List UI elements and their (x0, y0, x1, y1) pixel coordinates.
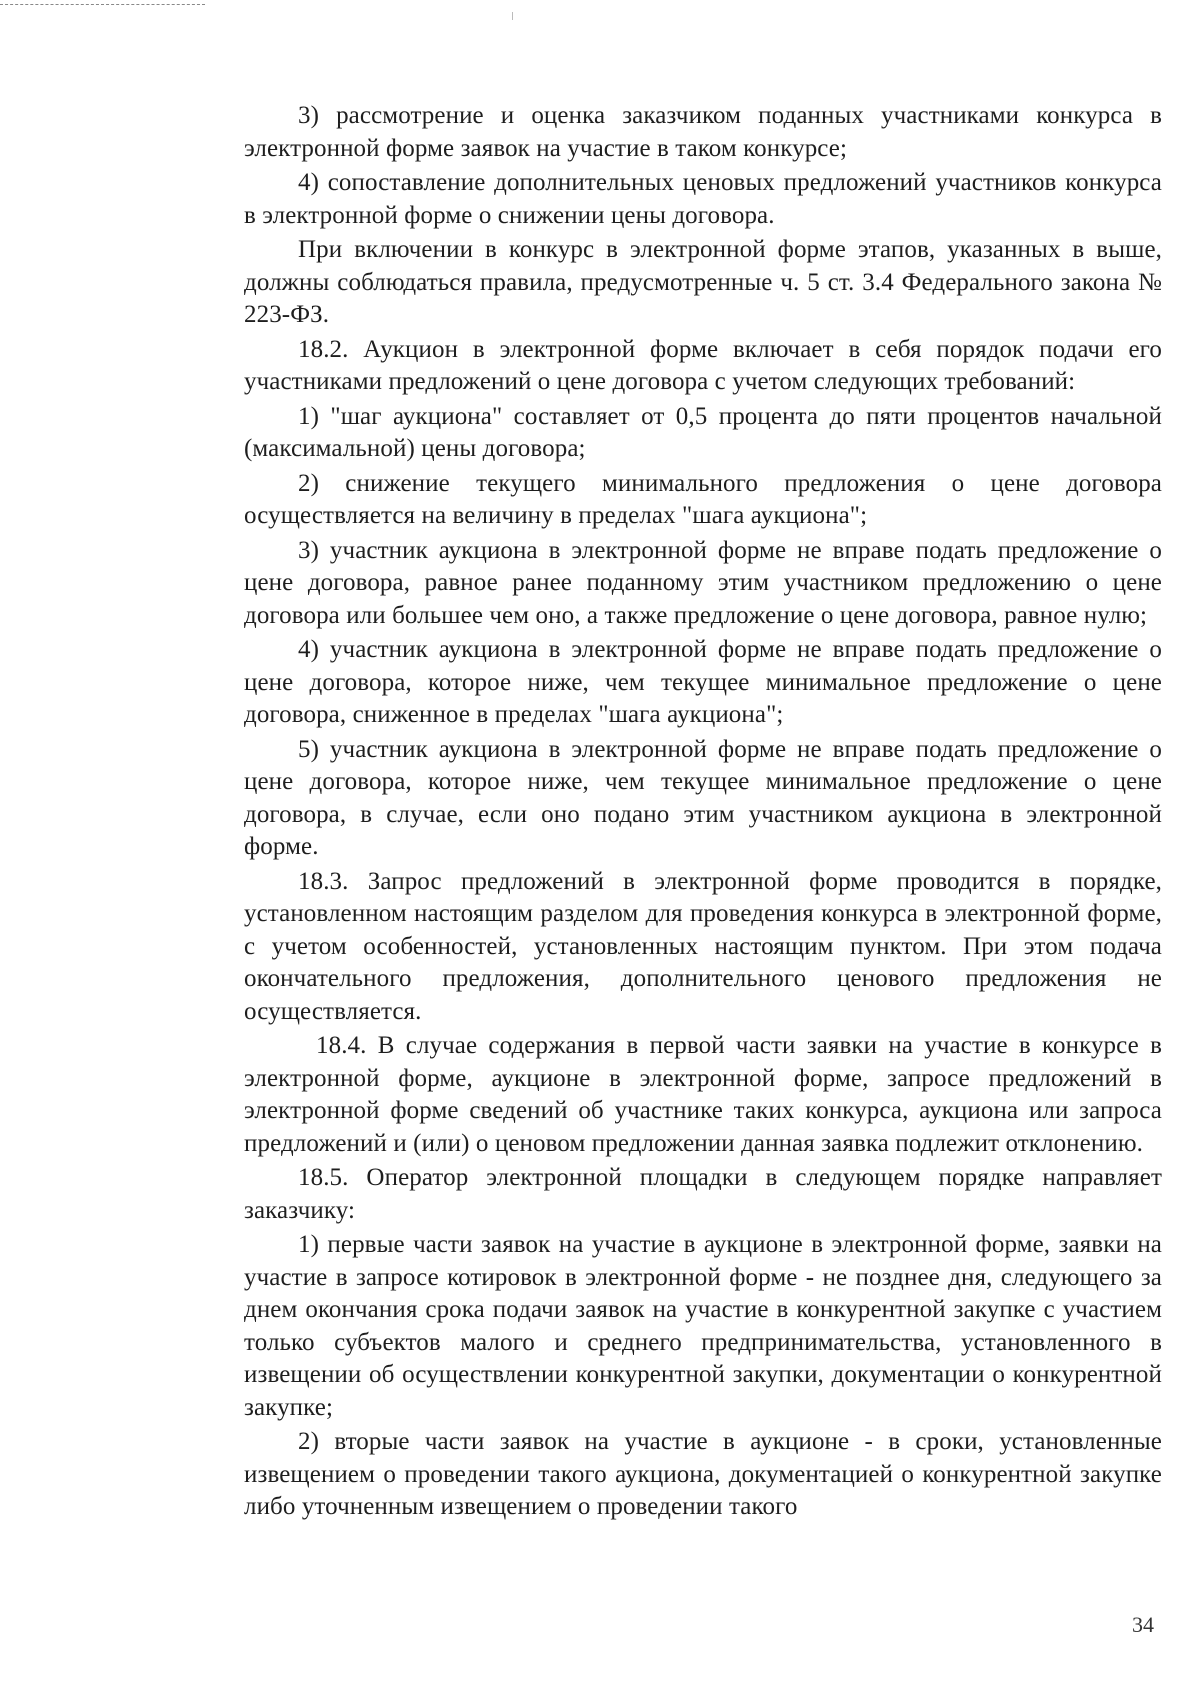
paragraph-18-2-item-5: 5) участник аукциона в электронной форме не вправе подать предложение о цене договора, которое ниже, чем текущее минимальное предложение о цене договора, в случае, если оно подано этим участником аукциона в электронной форме. (244, 735, 1162, 860)
paragraph-18-5-item-1: 1) первые части заявок на участие в аукционе в электронной форме, заявки на участие в запросе котировок в электронной форме - не позднее дня, следующего за днем окончания срока подачи заявок на участие в конкурентной закупке с участием только субъектов малого и среднего предпринимательства, установленного в извещении об осуществлении конкурентной закупки, документации о конкурентной закупке; (244, 1231, 1162, 1421)
paragraph-item-3: 3) рассмотрение и оценка заказчиком поданных участниками конкурса в электронной форме заявок на участие в таком конкурсе; (244, 102, 1162, 162)
paragraph-18-2-item-1: 1) "шаг аукциона" составляет от 0,5 процента до пяти процентов начальной (максимальной) цены договора; (244, 402, 1162, 462)
paragraph-18-4: 18.4. В случае содержания в первой части заявки на участие в конкурсе в электронной форме, аукционе в электронной форме, запросе предложений в электронной форме сведений об участнике таких конкурса, аукциона или запроса предложений и (или) о ценовом предложении данная заявка подлежит отклонению. (244, 1032, 1162, 1157)
scan-artifact (512, 12, 513, 20)
paragraph-18-2-item-4: 4) участник аукциона в электронной форме не вправе подать предложение о цене договора, которое ниже, чем текущее минимальное предложение о цене договора, сниженное в пределах "шага аукциона"; (244, 636, 1162, 728)
paragraph-18-2: 18.2. Аукцион в электронной форме включает в себя порядок подачи его участниками предложений о цене договора с учетом следующих требований: (244, 335, 1162, 395)
paragraph-18-5-item-2: 2) вторые части заявок на участие в аукционе - в сроки, установленные извещением о проведении такого аукциона, документацией о конкурентной закупке либо уточненным извещением о проведении такого (244, 1428, 1162, 1520)
paragraph-18-2-item-3: 3) участник аукциона в электронной форме не вправе подать предложение о цене договора, равное ранее поданному этим участником предложению о цене договора или большее чем оно, а также предложение о цене договора, равное нулю; (244, 536, 1162, 629)
page-number: 34 (1132, 1612, 1154, 1637)
paragraph-18-2-item-2: 2) снижение текущего минимального предложения о цене договора осуществляется на величину в пределах "шага аукциона"; (244, 469, 1162, 529)
paragraph-item-4: 4) сопоставление дополнительных ценовых предложений участников конкурса в электронной форме о снижении цены договора. (244, 169, 1162, 229)
paragraph-18-3: 18.3. Запрос предложений в электронной форме проводится в порядке, установленном настоящим разделом для проведения конкурса в электронной форме, с учетом особенностей, установленных настоящим пунктом. При этом подача окончательного предложения, дополнительного ценового предложения не осуществляется. (244, 867, 1162, 1025)
document-body (244, 100, 1162, 1526)
scan-edge-mark (0, 4, 205, 5)
paragraph-stages-rule: При включении в конкурс в электронной форме этапов, указанных в выше, должны соблюдаться правила, предусмотренные ч. 5 ст. 3.4 Федерального закона № 223-ФЗ. (244, 236, 1162, 328)
paragraph-18-5: 18.5. Оператор электронной площадки в следующем порядке направляет заказчику: (244, 1164, 1162, 1224)
